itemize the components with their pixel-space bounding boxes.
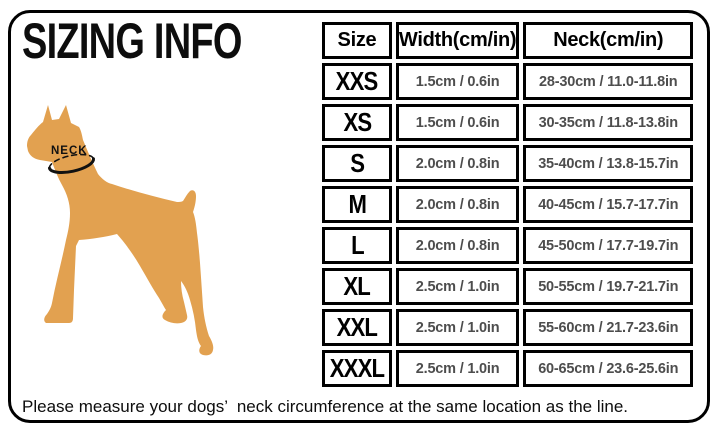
width-value: 2.5cm / 1.0in <box>396 350 519 387</box>
neck-label: NECK <box>51 145 88 157</box>
width-value: 2.0cm / 0.8in <box>396 145 519 182</box>
table-row <box>322 104 693 141</box>
col-header-width: Width(cm/in) <box>396 22 519 59</box>
width-value: 2.5cm / 1.0in <box>396 309 519 346</box>
table-row <box>322 350 693 387</box>
neck-value: 30-35cm / 11.8-13.8in <box>523 104 693 141</box>
neck-value: 60-65cm / 23.6-25.6in <box>523 350 693 387</box>
size-label: XL <box>322 268 392 305</box>
table-row <box>322 186 693 223</box>
size-label: S <box>322 145 392 182</box>
col-header-neck: Neck(cm/in) <box>523 22 693 59</box>
neck-value: 28-30cm / 11.0-11.8in <box>523 63 693 100</box>
size-label: L <box>322 227 392 264</box>
table-row <box>322 227 693 264</box>
table-row <box>322 63 693 100</box>
width-value: 2.5cm / 1.0in <box>396 268 519 305</box>
neck-value: 55-60cm / 21.7-23.6in <box>523 309 693 346</box>
size-label: XXL <box>322 309 392 346</box>
neck-value: 45-50cm / 17.7-19.7in <box>523 227 693 264</box>
neck-value: 35-40cm / 13.8-15.7in <box>523 145 693 182</box>
footer-note: Please measure your dogs’ neck circumference at the same location as the line. <box>22 397 629 416</box>
size-label: XXS <box>322 63 392 100</box>
dog-diagram-svg <box>0 90 320 390</box>
width-value: 1.5cm / 0.6in <box>396 104 519 141</box>
page-title: SIZING INFO <box>22 13 242 69</box>
size-label: XS <box>322 104 392 141</box>
dog-diagram <box>0 90 320 390</box>
table-header-row <box>322 22 693 59</box>
neck-value: 40-45cm / 15.7-17.7in <box>523 186 693 223</box>
neck-value: 50-55cm / 19.7-21.7in <box>523 268 693 305</box>
dog-silhouette-icon <box>27 105 213 355</box>
table-row <box>322 309 693 346</box>
width-value: 2.0cm / 0.8in <box>396 186 519 223</box>
col-header-size: Size <box>322 22 392 59</box>
size-label: M <box>322 186 392 223</box>
width-value: 2.0cm / 0.8in <box>396 227 519 264</box>
size-label: XXXL <box>322 350 392 387</box>
table-row <box>322 145 693 182</box>
table-row <box>322 268 693 305</box>
width-value: 1.5cm / 0.6in <box>396 63 519 100</box>
sizing-table <box>318 18 697 391</box>
